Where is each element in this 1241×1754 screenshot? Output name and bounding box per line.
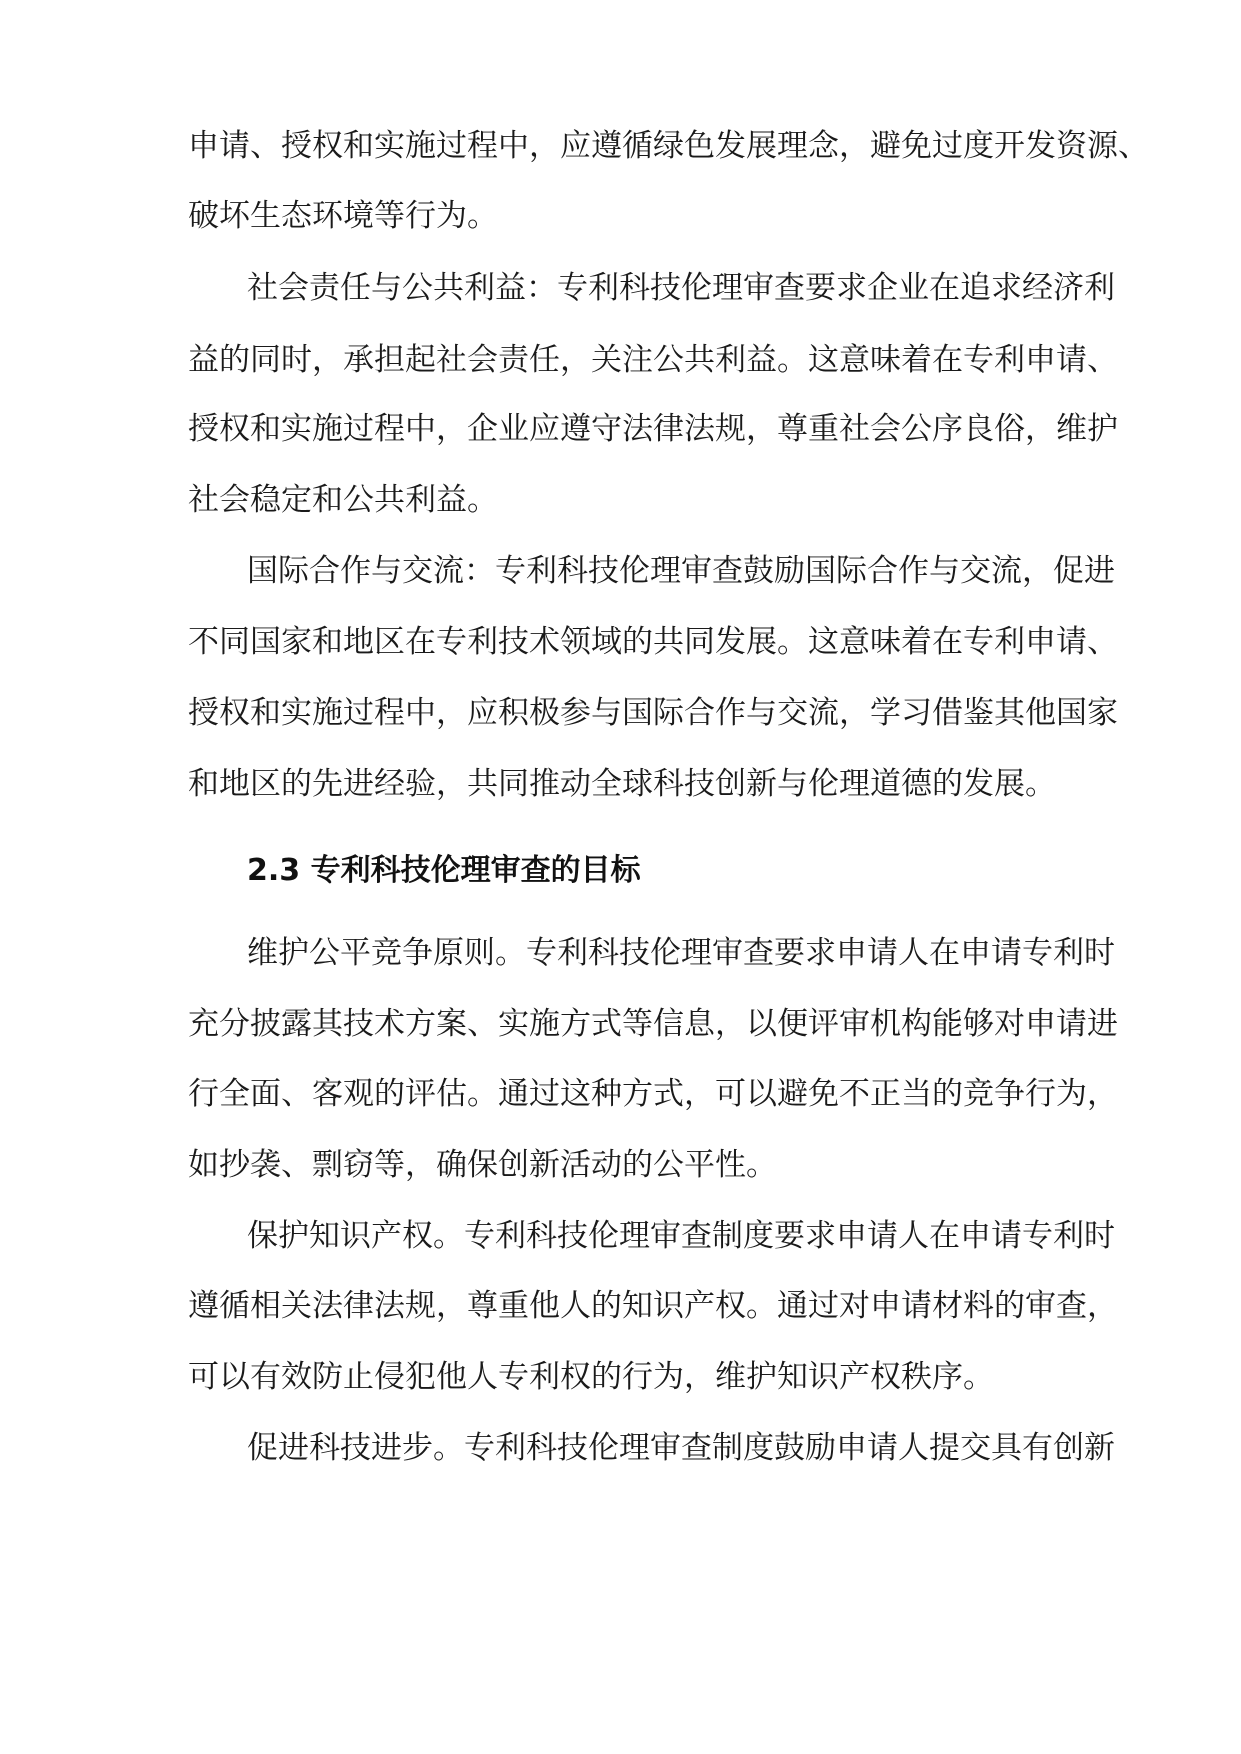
paragraph-line: 社会责任与公共利益：专利科技伦理审查要求企业在追求经济利 xyxy=(247,270,1115,306)
paragraph-line: 破坏生态环境等行为。 xyxy=(188,198,498,234)
paragraph-line: 和地区的先进经验，共同推动全球科技创新与伦理道德的发展。 xyxy=(188,766,1056,802)
paragraph-line: 国际合作与交流：专利科技伦理审查鼓励国际合作与交流，促进 xyxy=(247,553,1115,589)
paragraph-line: 授权和实施过程中，企业应遵守法律法规，尊重社会公序良俗，维护 xyxy=(188,411,1118,447)
section-heading: 2.3 专利科技伦理审查的目标 xyxy=(247,853,641,888)
paragraph-line: 益的同时，承担起社会责任，关注公共利益。这意味着在专利申请、 xyxy=(188,342,1118,378)
paragraph-line: 遵循相关法律法规，尊重他人的知识产权。通过对申请材料的审查， xyxy=(188,1288,1118,1324)
paragraph-line: 不同国家和地区在专利技术领域的共同发展。这意味着在专利申请、 xyxy=(188,624,1118,660)
paragraph-line: 授权和实施过程中，应积极参与国际合作与交流，学习借鉴其他国家 xyxy=(188,695,1118,731)
paragraph-line: 如抄袭、剽窃等，确保创新活动的公平性。 xyxy=(188,1147,777,1183)
paragraph-line: 社会稳定和公共利益。 xyxy=(188,482,498,518)
paragraph-line: 可以有效防止侵犯他人专利权的行为，维护知识产权秩序。 xyxy=(188,1359,994,1395)
paragraph-line: 申请、授权和实施过程中，应遵循绿色发展理念，避免过度开发资源、 xyxy=(188,128,1149,164)
paragraph-line: 行全面、客观的评估。通过这种方式，可以避免不正当的竞争行为， xyxy=(188,1076,1118,1112)
paragraph-line: 促进科技进步。专利科技伦理审查制度鼓励申请人提交具有创新 xyxy=(247,1430,1115,1466)
paragraph-line: 维护公平竞争原则。专利科技伦理审查要求申请人在申请专利时 xyxy=(247,935,1115,971)
paragraph-line: 保护知识产权。专利科技伦理审查制度要求申请人在申请专利时 xyxy=(247,1218,1115,1254)
paragraph-line: 充分披露其技术方案、实施方式等信息，以便评审机构能够对申请进 xyxy=(188,1006,1118,1042)
